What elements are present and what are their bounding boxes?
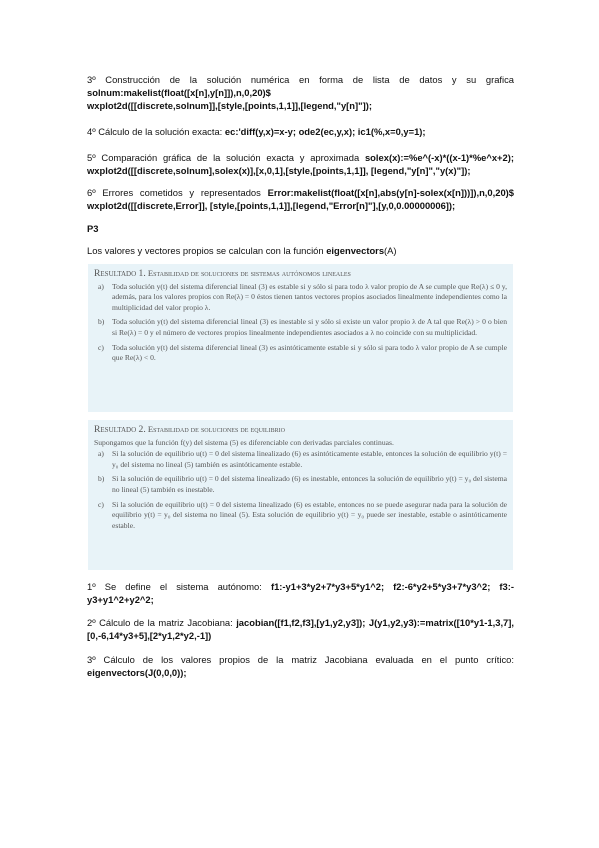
p3-step-3-eigenvalues	[87, 653, 514, 679]
section-heading-p3	[87, 222, 514, 235]
step-5-text: 5º Comparación gráfica de la solución exacta y aproximada	[87, 152, 365, 163]
item-label: a)	[98, 281, 104, 291]
result-2-box	[88, 420, 513, 570]
item-text: Si la solución de equilibrio u(t) = 0 del sistema linealizado (6) es asintóticamente estable, entonces la solución de equilibrio y(t) = y₀ del sistema no lineal (5) también es asintóticamente estable.	[112, 449, 507, 469]
result-2-item-a	[94, 449, 507, 470]
result-2-label: Resultado 2.	[94, 424, 146, 435]
result-2-intro: Supongamos que la función f(y) del sistema (5) es diferenciable con derivadas parciales continuas.	[94, 437, 394, 447]
p3-step-1-code: f1:-y1+3*y2+7*y3+5*y1^2; f2:-6*y2+5*y3+7*y3^2; f3:-y3+y1^2+y2^2;	[87, 581, 514, 605]
result-1-heading: Estabilidad de soluciones de sistemas autónomos lineales	[147, 268, 351, 278]
eigen-intro	[87, 244, 514, 257]
step-6-code: Error:makelist(float([x[n],abs(y[n]-solex(x[n]))]),n,0,20)$ wxplot2d([[discrete,Error]], [style,[points,1,1]],[legend,"Error[n]"],[y,0,0.00000006]);	[87, 187, 514, 211]
p3-step-2-code: jacobian([f1,f2,f3],[y1,y2,y3]); J(y1,y2,y3):=matrix([10*y1-1,3,7],[0,-6,14*y3+5],[2*y1,2*y2,-1])	[87, 617, 514, 641]
p3-step-3-code: eigenvectors(J(0,0,0));	[87, 667, 187, 678]
heading-text: P3	[87, 223, 99, 234]
step-5-code: solex(x):=%e^(-x)*((x-1)*%e^x+2); wxplot2d([[discrete,solnum],solex(x)],[x,0,1],[style,[points,1,1]], [legend,"y[n]","y(x)"]);	[87, 152, 514, 176]
result-2-heading: Estabilidad de soluciones de equilibrio	[147, 424, 285, 434]
result-1-item-a	[94, 282, 507, 314]
result-1-box	[88, 264, 513, 412]
p3-step-2-text: 2º Cálculo de la matriz Jacobiana:	[87, 617, 237, 628]
step-5-comparison	[87, 151, 514, 177]
p3-step-3-text: 3º Cálculo de los valores propios de la matriz Jacobiana evaluada en el punto crítico:	[87, 654, 514, 665]
item-text: Si la solución de equilibrio u(t) = 0 del sistema linealizado (6) es estable, entonces no se puede asegurar nada para la solución de equilibrio y(t) = y₀ del sistema no lineal (5). Esta solución de equilibrio y(t) = y₀ puede ser inestable, estable o asintóticamente estable.	[112, 499, 507, 530]
item-text: Si la solución de equilibrio u(t) = 0 del sistema linealizado (6) es inestable, entonces la solución de equilibrio y(t) = y₀ del sistema no lineal (5) también es inestable.	[112, 474, 507, 494]
item-label: c)	[98, 499, 104, 509]
result-1-item-b	[94, 317, 507, 338]
item-label: a)	[98, 449, 104, 459]
result-2-title	[94, 424, 507, 436]
p3-step-1-system	[87, 580, 514, 606]
p3-step-2-jacobian	[87, 616, 514, 642]
step-4-text: 4º Cálculo de la solución exacta:	[87, 126, 225, 137]
step-3-code-makelist: solnum:makelist(float([x[n],y[n]]),n,0,20)$	[87, 87, 271, 98]
step-3-numeric-solution	[87, 73, 514, 112]
step-3-code-plot: wxplot2d([[discrete,solnum]],[style,[points,1,1]],[legend,"y[n]"]);	[87, 100, 372, 111]
step-6-text: 6º Errores cometidos y representados	[87, 187, 268, 198]
item-label: b)	[98, 474, 105, 484]
step-4-code: ec:'diff(y,x)=x-y; ode2(ec,y,x); ic1(%,x=0,y=1);	[224, 126, 426, 137]
item-text: Toda solución y(t) del sistema diferencial lineal (3) es inestable si y sólo si existe un valor propio λ de A tal que Re(λ) > 0 o bien si Re(λ) = 0 y el número de vectores propios linealmente independientes asociados a λ no coincide con su multiplicidad.	[112, 317, 507, 337]
result-2-item-c	[94, 500, 507, 532]
step-3-text: 3º Construcción de la solución numérica en forma de lista de datos y su grafica	[87, 74, 514, 85]
eigen-text: Los valores y vectores propios se calculan con la función	[87, 245, 327, 256]
result-1-title	[94, 268, 507, 280]
result-2-item-b	[94, 474, 507, 495]
result-1-label: Resultado 1.	[94, 268, 146, 279]
step-6-errors	[87, 186, 514, 212]
item-label: c)	[98, 342, 104, 352]
eigen-function: eigenvectors	[326, 245, 385, 256]
item-text: Toda solución y(t) del sistema diferencial lineal (3) es asintóticamente estable si y sólo si para todo λ valor propio de A se cumple que Re(λ) < 0.	[112, 342, 507, 363]
item-text: Toda solución y(t) del sistema diferencial lineal (3) es estable si y sólo si para todo λ valor propio de A se cumple que Re(λ) ≤ 0 y, además, para los valores propios con Re(λ) = 0 éstos tienen tantos vectores propios asociados linealmente independientes como la multiplicidad del valor propio λ.	[112, 281, 507, 312]
p3-step-1-text: 1º Se define el sistema autónomo:	[87, 581, 271, 592]
result-1-item-c	[94, 343, 507, 364]
step-4-exact-solution	[87, 125, 514, 138]
item-label: b)	[98, 317, 105, 327]
eigen-arg: (A)	[384, 245, 397, 256]
